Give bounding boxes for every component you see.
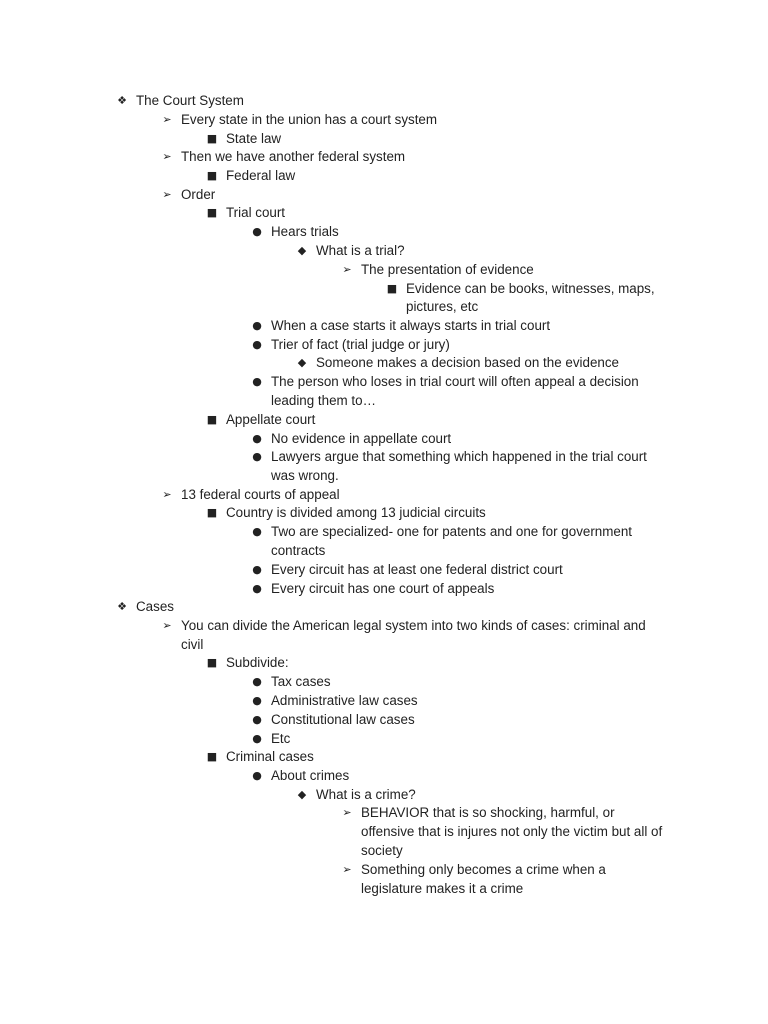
list-item [297, 354, 619, 373]
arrowhead-bullet-icon: ➢ [342, 863, 352, 876]
list-item [252, 767, 350, 786]
list-item [162, 486, 340, 505]
list-item-text: You can divide the American legal system into two kinds of cases: criminal and [181, 618, 646, 633]
list-item-text: Appellate court [226, 412, 316, 427]
dot-bullet-icon: ● [252, 675, 262, 688]
list-item-continuation [181, 636, 203, 655]
dot-bullet-icon: ● [252, 563, 262, 576]
diamond-bullet-icon: ◆ [297, 788, 307, 801]
diamond-flower-bullet-icon: ❖ [117, 94, 127, 107]
list-item [252, 673, 331, 692]
list-item [162, 617, 646, 636]
list-item-continuation [361, 880, 523, 899]
square-bullet-icon: ■ [206, 413, 218, 426]
arrowhead-bullet-icon: ➢ [162, 113, 172, 126]
list-item-text: Trial court [226, 205, 286, 220]
section-title: The Court System [136, 93, 244, 108]
list-item-continuation [361, 842, 403, 861]
dot-bullet-icon: ● [252, 694, 262, 707]
list-item [252, 448, 647, 467]
list-item-text: pictures, etc [406, 299, 479, 314]
list-item-text: About crimes [271, 768, 350, 783]
dot-bullet-icon: ● [252, 769, 262, 782]
list-item [252, 580, 495, 599]
list-item [162, 148, 406, 167]
arrowhead-bullet-icon: ➢ [162, 188, 172, 201]
list-item-text: Hears trials [271, 224, 339, 239]
square-bullet-icon: ■ [206, 169, 218, 182]
diamond-flower-bullet-icon: ❖ [117, 600, 127, 613]
list-item [342, 261, 534, 280]
dot-bullet-icon: ● [252, 525, 262, 538]
list-item-continuation [271, 542, 325, 561]
square-bullet-icon: ■ [206, 206, 218, 219]
list-item [252, 523, 633, 542]
list-item [252, 711, 415, 730]
list-item-text: Federal law [226, 168, 296, 183]
section-title: Cases [136, 599, 174, 614]
list-item-text: Someone makes a decision based on the evidence [316, 355, 619, 370]
list-item-text: Subdivide: [226, 655, 289, 670]
square-bullet-icon: ■ [386, 282, 398, 295]
list-item-continuation [361, 823, 662, 842]
list-item [162, 186, 216, 205]
list-item [206, 204, 286, 223]
square-bullet-icon: ■ [206, 132, 218, 145]
list-item-text: Every circuit has at least one federal district court [271, 562, 563, 577]
arrowhead-bullet-icon: ➢ [162, 488, 172, 501]
list-item [252, 730, 291, 749]
square-bullet-icon: ■ [206, 656, 218, 669]
list-item [206, 504, 486, 523]
list-item-text: was wrong. [271, 468, 339, 483]
list-item-text: The person who loses in trial court will often appeal a decision [271, 374, 639, 389]
dot-bullet-icon: ● [252, 450, 262, 463]
list-item [206, 130, 282, 149]
list-item-text: Country is divided among 13 judicial circuits [226, 505, 486, 520]
section-heading [117, 598, 174, 617]
list-item-text: Every state in the union has a court system [181, 112, 438, 127]
list-item-text: offensive that is injures not only the victim but all of [361, 824, 663, 839]
list-item [342, 861, 606, 880]
list-item [252, 561, 563, 580]
list-item-text: society [361, 843, 403, 858]
list-item-text: contracts [271, 543, 326, 558]
list-item [252, 317, 551, 336]
list-item-text: State law [226, 131, 282, 146]
list-item-text: Etc [271, 731, 291, 746]
list-item-text: leading them to… [271, 393, 376, 408]
list-item-text: Order [181, 187, 216, 202]
list-item-text: Two are specialized- one for patents and one for government [271, 524, 633, 539]
diamond-bullet-icon: ◆ [297, 356, 307, 369]
dot-bullet-icon: ● [252, 338, 262, 351]
list-item [206, 411, 316, 430]
list-item-text: Then we have another federal system [181, 149, 406, 164]
arrowhead-bullet-icon: ➢ [342, 806, 352, 819]
list-item-text: 13 federal courts of appeal [181, 487, 340, 502]
list-item-text: legislature makes it a crime [361, 881, 524, 896]
dot-bullet-icon: ● [252, 432, 262, 445]
dot-bullet-icon: ● [252, 225, 262, 238]
dot-bullet-icon: ● [252, 375, 262, 388]
arrowhead-bullet-icon: ➢ [162, 619, 172, 632]
list-item [206, 167, 296, 186]
square-bullet-icon: ■ [206, 750, 218, 763]
list-item-text: What is a crime? [316, 787, 416, 802]
list-item [386, 280, 655, 299]
list-item-text: The presentation of evidence [361, 262, 534, 277]
list-item-continuation [406, 298, 478, 317]
dot-bullet-icon: ● [252, 732, 262, 745]
list-item-text: Administrative law cases [271, 693, 418, 708]
square-bullet-icon: ■ [206, 506, 218, 519]
list-item [252, 692, 418, 711]
arrowhead-bullet-icon: ➢ [342, 263, 352, 276]
list-item [252, 223, 339, 242]
list-item-text: What is a trial? [316, 243, 405, 258]
list-item [252, 336, 450, 355]
list-item-text: Something only becomes a crime when a [361, 862, 606, 877]
section-heading [117, 92, 244, 111]
list-item-text: Lawyers argue that something which happened in the trial court [271, 449, 647, 464]
list-item [206, 748, 314, 767]
list-item-continuation [271, 467, 339, 486]
list-item [162, 111, 438, 130]
dot-bullet-icon: ● [252, 582, 262, 595]
list-item-continuation [271, 392, 376, 411]
dot-bullet-icon: ● [252, 713, 262, 726]
list-item [206, 654, 289, 673]
list-item-text: Every circuit has one court of appeals [271, 581, 495, 596]
list-item-text: Trier of fact (trial judge or jury) [271, 337, 450, 352]
diamond-bullet-icon: ◆ [297, 244, 307, 257]
list-item-text: Evidence can be books, witnesses, maps, [406, 281, 655, 296]
list-item-text: No evidence in appellate court [271, 431, 452, 446]
list-item-text: Criminal cases [226, 749, 314, 764]
list-item-text: When a case starts it always starts in trial court [271, 318, 551, 333]
list-item [297, 242, 405, 261]
list-item [252, 373, 639, 392]
list-item-text: Tax cases [271, 674, 331, 689]
dot-bullet-icon: ● [252, 319, 262, 332]
list-item [342, 804, 615, 823]
list-item-text: civil [181, 637, 204, 652]
list-item-text: BEHAVIOR that is so shocking, harmful, or [361, 805, 615, 820]
list-item [252, 430, 452, 449]
list-item [297, 786, 416, 805]
list-item-text: Constitutional law cases [271, 712, 415, 727]
arrowhead-bullet-icon: ➢ [162, 150, 172, 163]
